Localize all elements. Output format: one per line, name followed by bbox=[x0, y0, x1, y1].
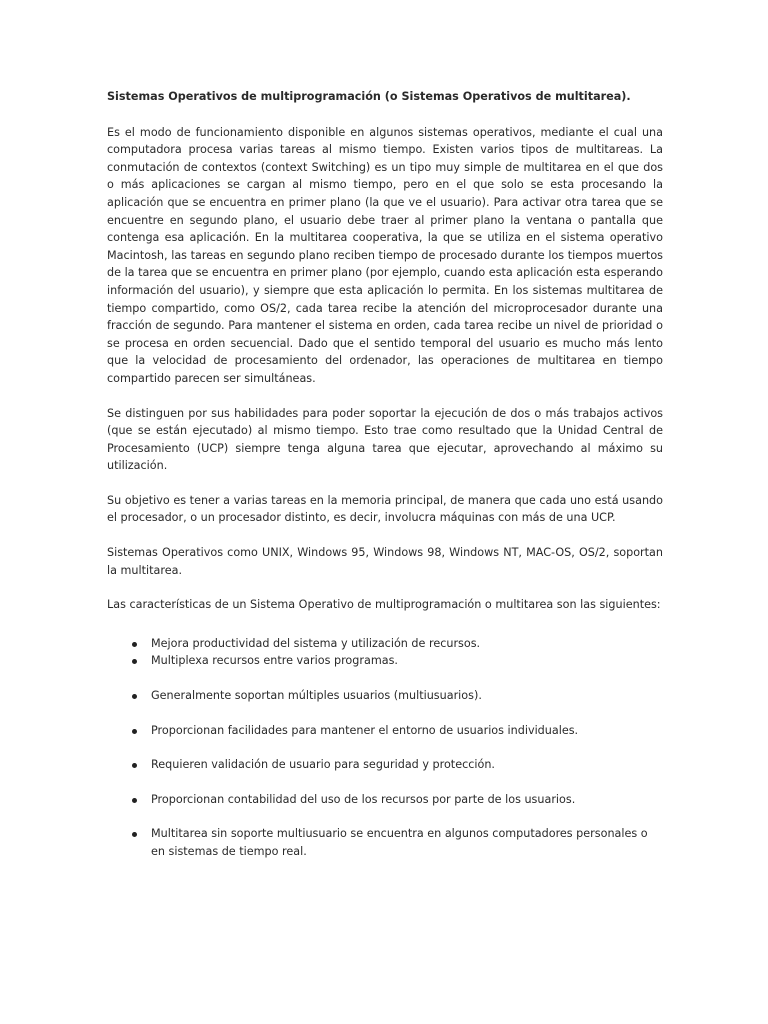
list-item-text: Mejora productividad del sistema y utilización de recursos. bbox=[151, 636, 481, 650]
paragraph-definition: Es el modo de funcionamiento disponible en algunos sistemas operativos, mediante el cual una computadora procesa varias tareas al mismo tiempo. Existen varios tipos de multitareas. La conmutación de contextos (context Switching) es un tipo muy simple de multitarea en el que dos o más aplicaciones se cargan al mismo tiempo, pero en el que solo se esta procesando la aplicación que se encuentra en primer plano (la que ve el usuario). Para activar otra tarea que se encuentre en segundo plano, el usuario debe traer al primer plano la ventana o pantalla que contenga esa aplicación. En la multitarea cooperativa, la que se utiliza en el sistema operativo Macintosh, las tareas en segundo plano reciben tiempo de procesado durante los tiempos muertos de la tarea que se encuentra en primer plano (por ejemplo, cuando esta aplicación esta esperando información del usuario), y siempre que esta aplicación lo permita. En los sistemas multitarea de tiempo compartido, como OS/2, cada tarea recibe la atención del microprocesador durante una fracción de segundo. Para mantener el sistema en orden, cada tarea recibe un nivel de prioridad o se procesa en orden secuencial. Dado que el sentido temporal del usuario es mucho más lento que la velocidad de procesamiento del ordenador, las operaciones de multitarea en tiempo compartido parecen ser simultáneas. bbox=[107, 125, 663, 385]
bullet-icon bbox=[132, 798, 137, 803]
list-item-text: Proporcionan facilidades para mantener el entorno de usuarios individuales. bbox=[151, 723, 579, 737]
list-item-text: Requieren validación de usuario para seguridad y protección. bbox=[151, 758, 495, 772]
paragraph-characteristics-intro: Las características de un Sistema Operativo de multiprogramación o multitarea son las siguientes: bbox=[107, 598, 661, 612]
list-item bbox=[107, 756, 663, 774]
document-title: Sistemas Operativos de multiprogramación (o Sistemas Operativos de multitarea). bbox=[107, 90, 631, 103]
list-item bbox=[107, 687, 663, 705]
paragraph-objective: Su objetivo es tener a varias tareas en la memoria principal, de manera que cada uno está usando el procesador, o un procesador distinto, es decir, involucra máquinas con más de una UCP. bbox=[107, 493, 663, 525]
list-item bbox=[107, 825, 663, 860]
paragraph-abilities: Se distinguen por sus habilidades para poder soportar la ejecución de dos o más trabajos activos (que se están ejecutado) al mismo tiempo. Esto trae como resultado que la Unidad Central de Procesamiento (UCP) siempre tenga alguna tarea que ejecutar, aprovechando al máximo su utilización. bbox=[107, 406, 663, 473]
list-item-text: Proporcionan contabilidad del uso de los recursos por parte de los usuarios. bbox=[151, 792, 576, 806]
list-item-text: Multitarea sin soporte multiusuario se encuentra en algunos computadores personales o en sistemas de tiempo real. bbox=[151, 827, 648, 858]
paragraph-examples: Sistemas Operativos como UNIX, Windows 95, Windows 98, Windows NT, MAC-OS, OS/2, soportan la multitarea. bbox=[107, 546, 663, 577]
bullet-icon bbox=[132, 832, 137, 837]
list-item bbox=[107, 791, 663, 809]
bullet-icon bbox=[132, 729, 137, 734]
document-page bbox=[107, 88, 663, 861]
bullet-icon bbox=[132, 659, 137, 664]
list-item-text: Multiplexa recursos entre varios programas. bbox=[151, 654, 398, 668]
bullet-icon bbox=[132, 763, 137, 768]
list-item-text: Generalmente soportan múltiples usuarios (multiusuarios). bbox=[151, 689, 482, 703]
list-item bbox=[107, 722, 663, 740]
list-item bbox=[107, 635, 663, 653]
bullet-icon bbox=[132, 642, 137, 647]
characteristics-list bbox=[107, 635, 663, 861]
list-item bbox=[107, 652, 663, 670]
bullet-icon bbox=[132, 694, 137, 699]
